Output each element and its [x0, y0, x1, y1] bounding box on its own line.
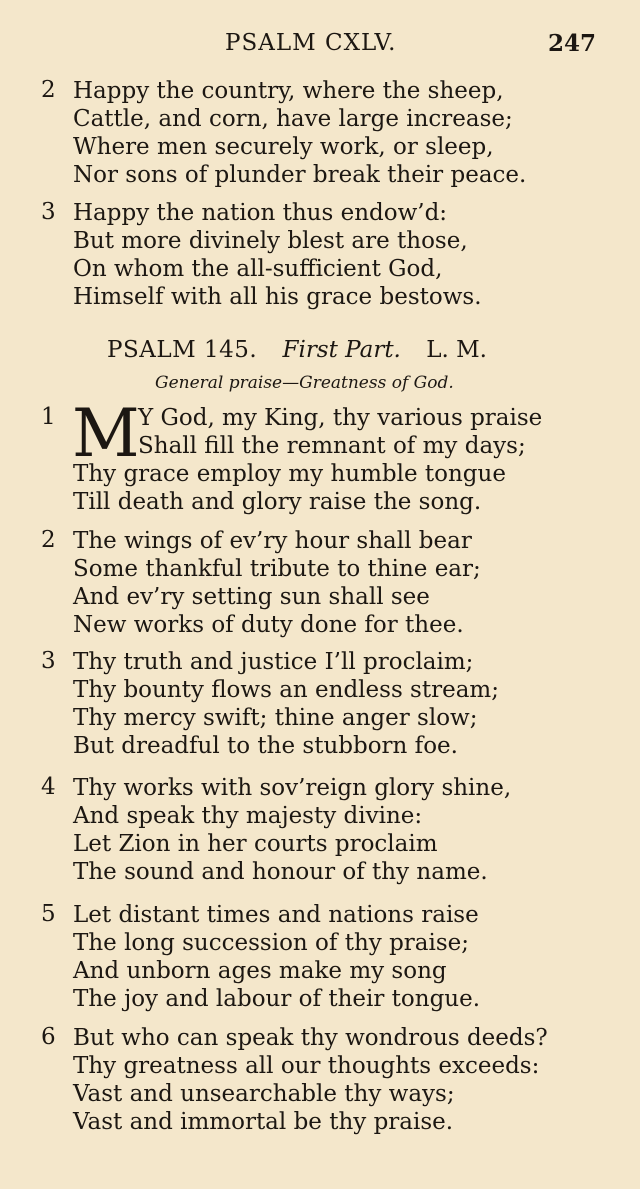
stanza-number: 3	[41, 648, 56, 674]
verse-line: Cattle, and corn, have large increase;	[73, 106, 513, 132]
verse-line: Till death and glory raise the song.	[73, 489, 482, 515]
stanza-number: 6	[41, 1024, 56, 1050]
verse-line: Thy mercy swift; thine anger slow;	[73, 705, 478, 731]
stanza-number: 2	[41, 527, 56, 553]
verse-line: Let Zion in her courts proclaim	[73, 831, 438, 857]
hymn-psalm-number: PSALM 145.	[107, 337, 258, 363]
verse-line: New works of duty done for thee.	[73, 612, 464, 638]
verse-line: The joy and labour of their tongue.	[73, 986, 481, 1012]
verse-line: Y God, my King, thy various praise	[138, 405, 543, 431]
stanza-number: 5	[41, 901, 56, 927]
hymn-part: First Part.	[282, 337, 401, 363]
verse-line: Where men securely work, or sleep,	[73, 134, 494, 160]
verse-line: Shall fill the remnant of my days;	[138, 433, 526, 459]
verse-line: Himself with all his grace bestows.	[73, 284, 482, 310]
running-title: PSALM CXLV.	[225, 30, 397, 56]
verse-line: Thy bounty flows an endless stream;	[73, 677, 499, 703]
verse-line: Thy truth and justice I’ll proclaim;	[73, 649, 474, 675]
stanza-number: 4	[41, 774, 56, 800]
verse-line: But more divinely blest are those,	[73, 228, 468, 254]
verse-line: But who can speak thy wondrous deeds?	[73, 1025, 548, 1051]
verse-line: The wings of ev’ry hour shall bear	[73, 528, 472, 554]
hymn-heading	[107, 337, 487, 363]
running-head	[0, 30, 640, 66]
verse-line: The sound and honour of thy name.	[73, 859, 488, 885]
drop-cap: M	[72, 395, 140, 472]
stanza-number: 2	[41, 77, 56, 103]
hymn-meter: L. M.	[426, 337, 487, 363]
verse-line: Let distant times and nations raise	[73, 902, 479, 928]
verse-line: And ev’ry setting sun shall see	[73, 584, 430, 610]
hymn-subtitle: General praise—Greatness of God.	[155, 373, 454, 393]
verse-line: On whom the all-sufficient God,	[73, 256, 443, 282]
verse-line: Nor sons of plunder break their peace.	[73, 162, 527, 188]
verse-line: Thy greatness all our thoughts exceeds:	[73, 1053, 540, 1079]
verse-line: Happy the nation thus endow’d:	[73, 200, 448, 226]
stanza-number: 1	[41, 404, 56, 430]
verse-line: And unborn ages make my song	[73, 958, 447, 984]
verse-line: Vast and immortal be thy praise.	[73, 1109, 454, 1135]
verse-line: Vast and unsearchable thy ways;	[73, 1081, 455, 1107]
verse-line: And speak thy majesty divine:	[73, 803, 423, 829]
verse-line: But dreadful to the stubborn foe.	[73, 733, 458, 759]
verse-line: Thy works with sov’reign glory shine,	[73, 775, 512, 801]
stanza-number: 3	[41, 199, 56, 225]
page-number: 247	[548, 30, 597, 57]
verse-line: Happy the country, where the sheep,	[73, 78, 504, 104]
verse-line: The long succession of thy praise;	[73, 930, 470, 956]
verse-line: Some thankful tribute to thine ear;	[73, 556, 481, 582]
verse-line: Thy grace employ my humble tongue	[73, 461, 506, 487]
